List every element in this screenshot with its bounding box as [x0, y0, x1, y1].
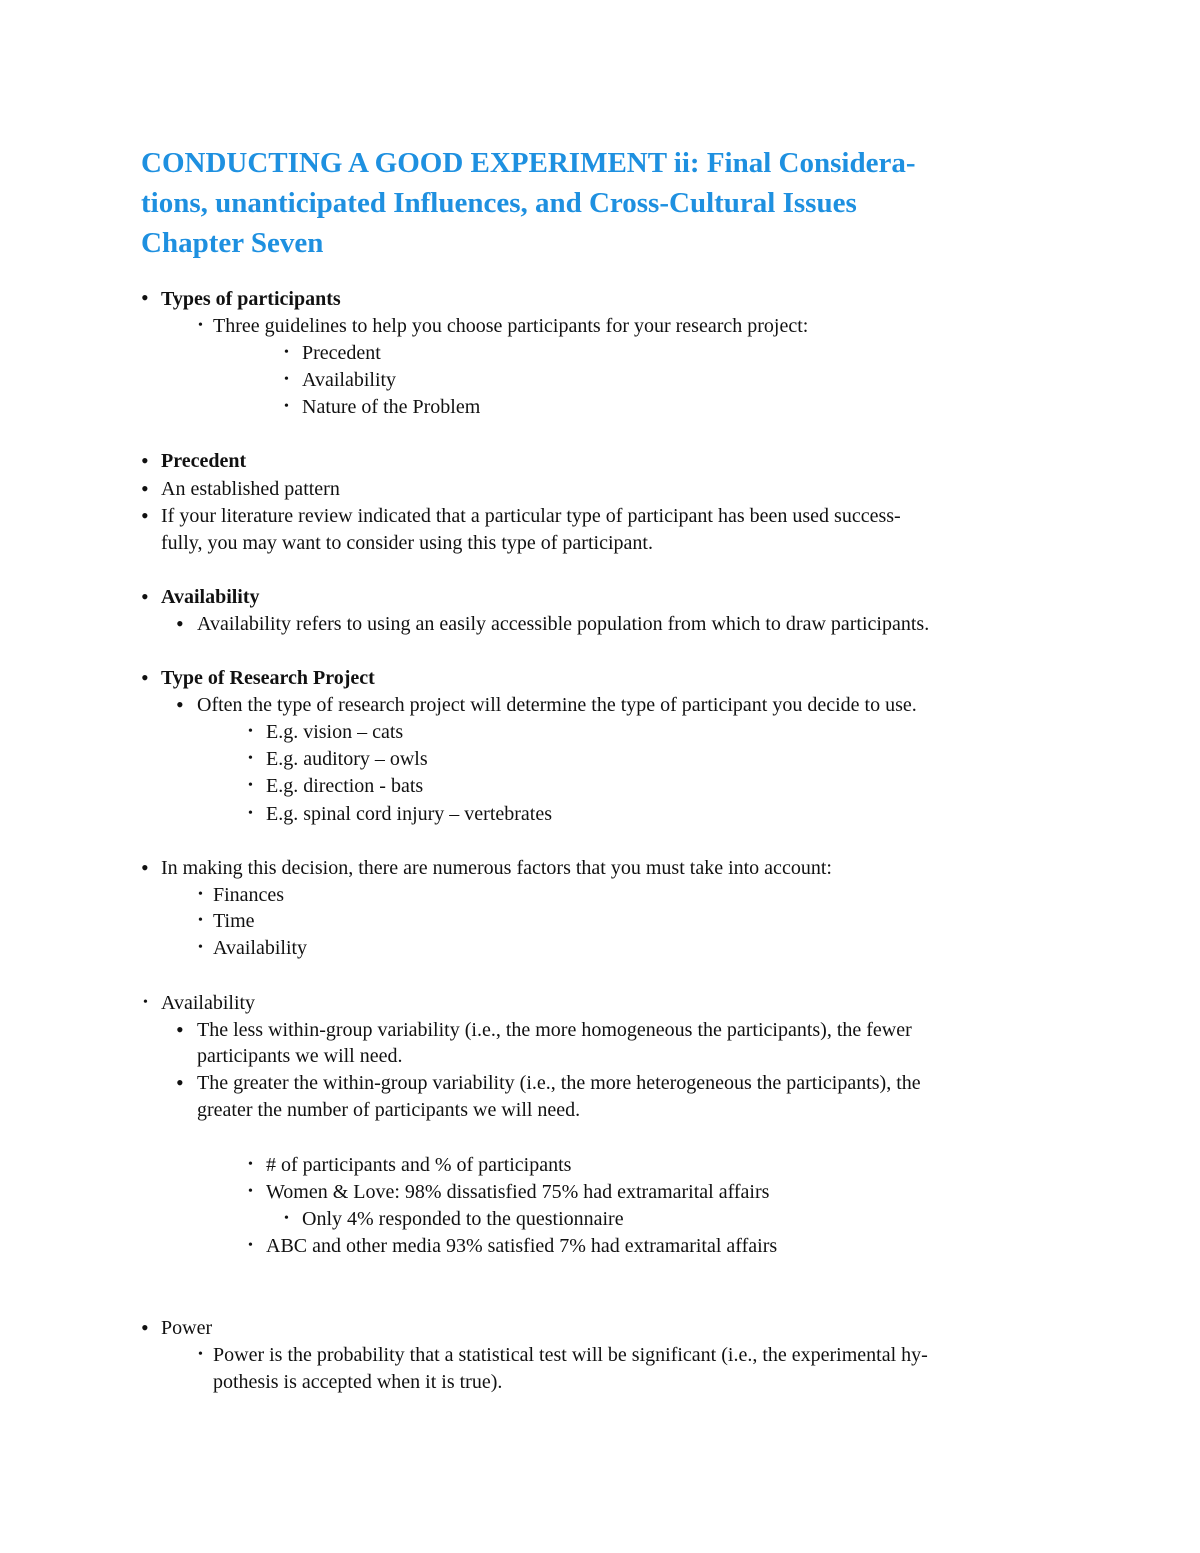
availability-definition: Availability refers to using an easily accessible population from which to draw participants.: [197, 613, 930, 635]
list-item: Only 4% responded to the questionnaire: [302, 1208, 624, 1230]
bullet-icon: •: [198, 1347, 203, 1362]
bullet-icon: •: [141, 855, 149, 880]
bullet-icon: •: [176, 1070, 184, 1095]
bullet-icon: •: [198, 940, 203, 955]
bullet-icon: •: [141, 584, 149, 609]
precedent-definition: An established pattern: [161, 478, 340, 500]
bullet-icon: •: [198, 887, 203, 902]
section-heading-availability: Availability: [161, 586, 260, 608]
decision-factors-intro: In making this decision, there are numerous factors that you must take into account:: [161, 857, 832, 879]
list-item: Precedent: [302, 342, 381, 364]
bullet-icon: •: [284, 1211, 289, 1226]
power-definition-line-2: pothesis is accepted when it is true).: [213, 1371, 503, 1393]
research-definition: Often the type of research project will determine the type of participant you decide to use.: [197, 694, 917, 716]
bullet-icon: •: [198, 913, 203, 928]
list-item: ABC and other media 93% satisfied 7% had extramarital affairs: [266, 1235, 778, 1257]
list-item: Finances: [213, 884, 285, 906]
bullet-icon: •: [248, 806, 253, 821]
bullet-icon: •: [141, 665, 149, 690]
bullet-icon: •: [176, 692, 184, 717]
list-item: Women & Love: 98% dissatisfied 75% had extramarital affairs: [266, 1181, 770, 1203]
bullet-icon: •: [248, 1157, 253, 1172]
power-definition-line-1: Power is the probability that a statistical test will be significant (i.e., the experimental hy-: [213, 1344, 928, 1366]
bullet-icon: •: [248, 1184, 253, 1199]
variability-greater-line-2: greater the number of participants we will need.: [197, 1099, 581, 1121]
section-heading-power: Power: [161, 1317, 213, 1339]
list-item: Nature of the Problem: [302, 396, 481, 418]
section-heading-types: Types of participants: [161, 288, 341, 310]
title-line-3: Chapter Seven: [141, 227, 324, 259]
bullet-icon: •: [141, 503, 149, 528]
types-guidelines-text: Three guidelines to help you choose participants for your research project:: [213, 315, 809, 337]
bullet-icon: •: [248, 724, 253, 739]
variability-greater-line-1: The greater the within-group variability (i.e., the more heterogeneous the participants), the: [197, 1072, 921, 1094]
document-title: [141, 143, 1061, 263]
list-item: Availability: [302, 369, 397, 391]
variability-less-line-1: The less within-group variability (i.e., the more homogeneous the participants), the fewer: [197, 1019, 912, 1041]
bullet-icon: •: [284, 345, 289, 360]
bullet-icon: •: [248, 1238, 253, 1253]
bullet-icon: •: [198, 318, 203, 333]
title-line-2: tions, unanticipated Influences, and Cross-Cultural Issues: [141, 187, 857, 219]
title-line-1: CONDUCTING A GOOD EXPERIMENT ii: Final Considera-: [141, 147, 916, 179]
bullet-icon: •: [284, 372, 289, 387]
section-heading-research: Type of Research Project: [161, 667, 375, 689]
bullet-icon: •: [141, 476, 149, 501]
section-heading-precedent: Precedent: [161, 450, 247, 472]
section-heading-availability-2: Availability: [161, 992, 256, 1014]
precedent-detail-line-2: fully, you may want to consider using this type of participant.: [161, 532, 653, 554]
bullet-icon: •: [284, 399, 289, 414]
list-item: Time: [213, 910, 255, 932]
list-item: Availability: [213, 937, 308, 959]
bullet-icon: •: [141, 1315, 149, 1340]
bullet-icon: •: [248, 778, 253, 793]
bullet-icon: •: [143, 995, 148, 1010]
list-item: E.g. direction - bats: [266, 775, 424, 797]
bullet-icon: •: [176, 611, 184, 636]
bullet-icon: •: [141, 285, 149, 310]
list-item: E.g. auditory – owls: [266, 748, 428, 770]
bullet-icon: •: [176, 1017, 184, 1042]
precedent-detail-line-1: If your literature review indicated that a particular type of participant has been used success-: [161, 505, 901, 527]
variability-less-line-2: participants we will need.: [197, 1045, 403, 1067]
list-item: E.g. spinal cord injury – vertebrates: [266, 803, 553, 825]
bullet-icon: •: [141, 448, 149, 473]
bullet-icon: •: [248, 751, 253, 766]
list-item: # of participants and % of participants: [266, 1154, 572, 1176]
list-item: E.g. vision – cats: [266, 721, 404, 743]
